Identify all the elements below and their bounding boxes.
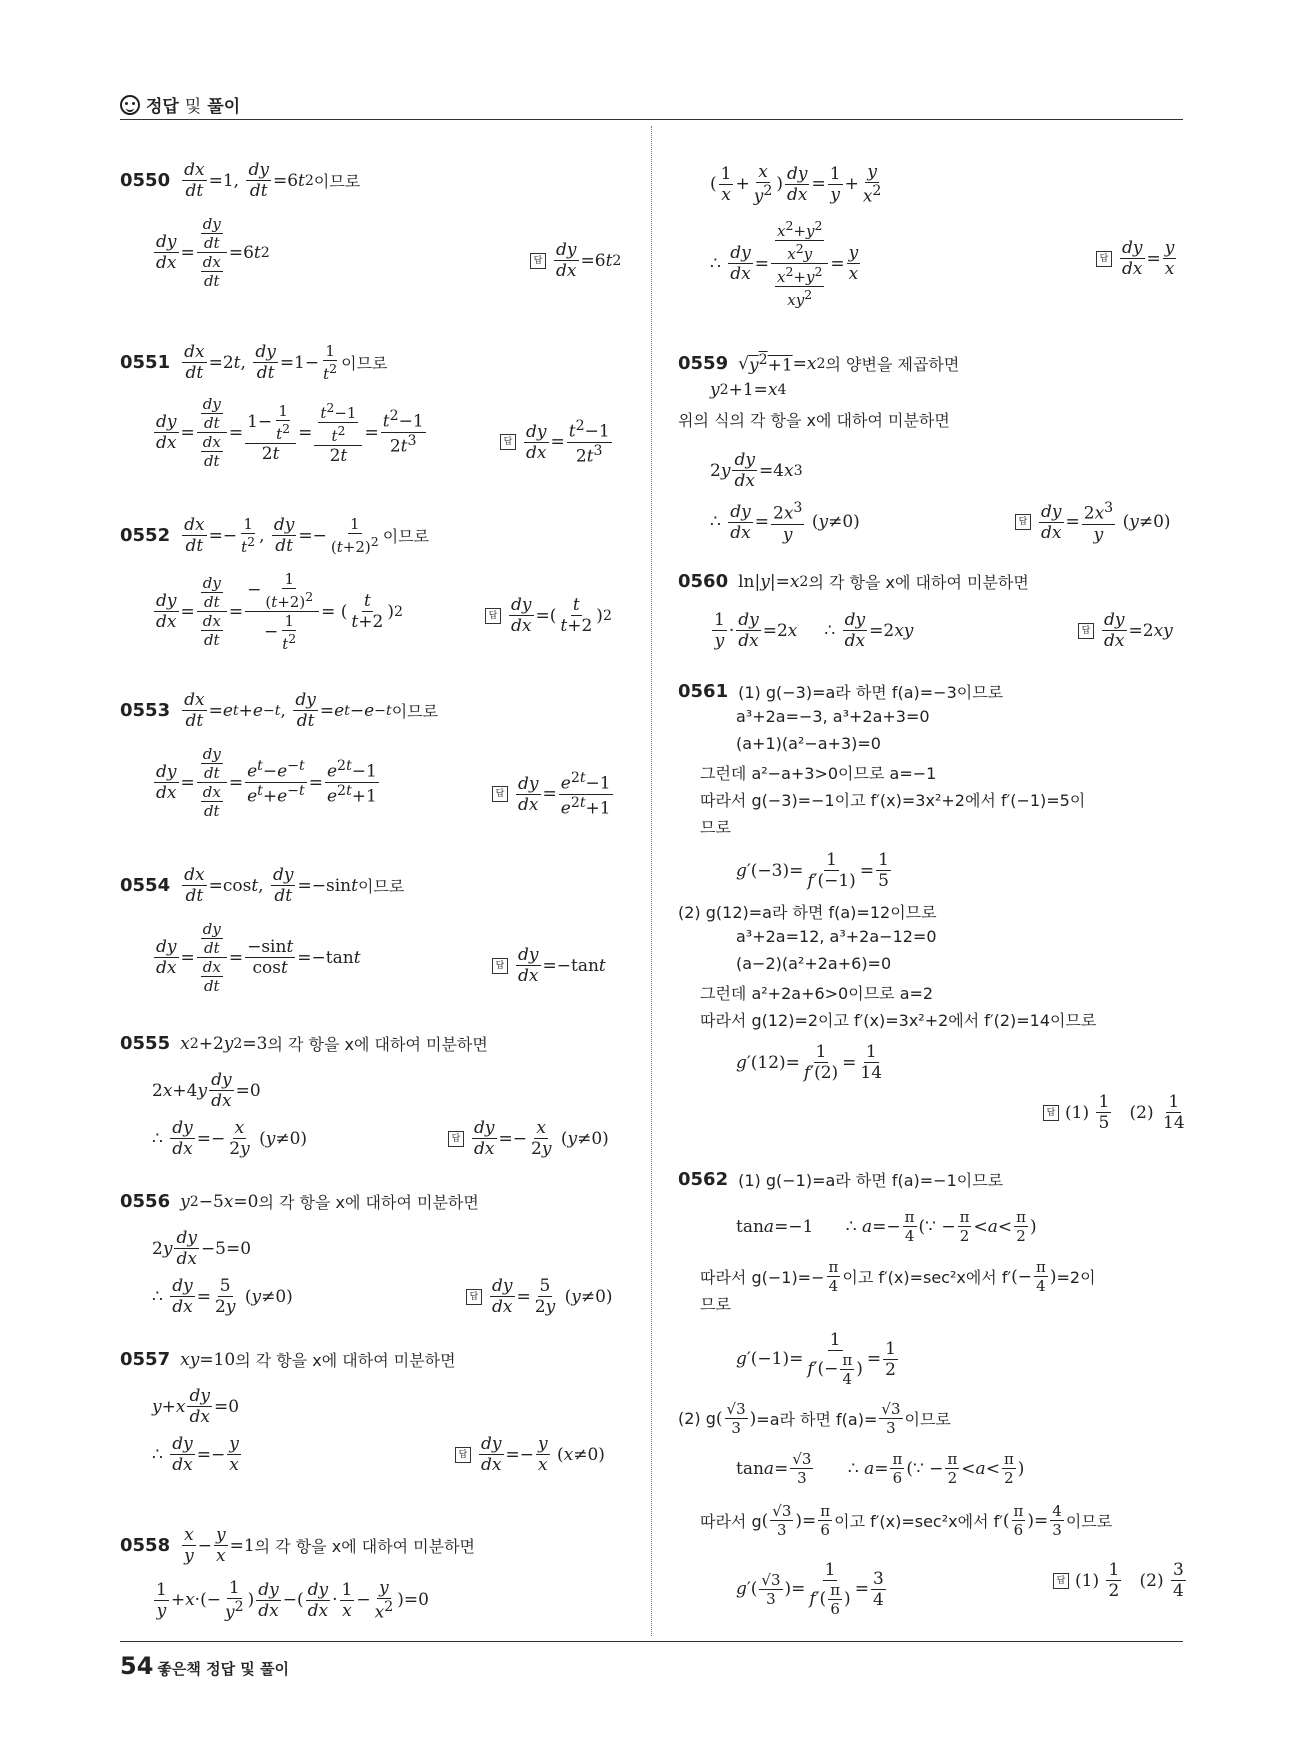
footer-label: 좋은책 정답 및 풀이 bbox=[157, 1660, 289, 1678]
problem-0562-line3: 따라서 g(−1)=− $\frac{\pi}{4}$ 이고 f′(x)=sec²x에서 f′ (− $\frac{\pi}{4}$ ) =2이 bbox=[700, 1258, 1096, 1295]
problem-0553-line1: 0553 dx dt = e t + e −t , dy dt = e t − e −t 이므로 bbox=[120, 690, 439, 731]
problem-0561-line11 bbox=[700, 981, 933, 1004]
problem-number: 0551 bbox=[120, 352, 171, 373]
problem-0561-line6 bbox=[700, 815, 731, 838]
problem-text: 의 각 항을 x에 대하여 미분하면 bbox=[254, 1537, 476, 1556]
header-title-1: 정답 bbox=[146, 97, 179, 117]
problem-number: 0557 bbox=[120, 1349, 171, 1370]
problem-0562-line2: tan a =−1 ∴ a =− π 4 (∵ − π 2 < a < π 2 ) bbox=[736, 1208, 1037, 1245]
problem-0550-line2: dy dx = $\frac{dy}{dt}$ $\frac{dx}{dt}$ =6 t 2 bbox=[156, 215, 270, 290]
problem-0556-line2: 2 y dy dx −5=0 bbox=[152, 1228, 252, 1269]
problem-text: (2) g bbox=[678, 1409, 716, 1428]
problem-text: 따라서 g(12)=2이고 f′(x)=3x²+2에서 f′(2)=14이므로 bbox=[700, 1011, 1097, 1030]
problem-text: 위의 식의 각 항을 x에 대하여 미분하면 bbox=[678, 411, 950, 430]
problem-0550-line1: 0550 dx dt =1, dy dt =6 t 2 이므로 bbox=[120, 160, 361, 201]
problem-0561-line2 bbox=[736, 707, 930, 726]
problem-text: 이므로 bbox=[313, 172, 361, 191]
page-header bbox=[120, 92, 240, 117]
problem-text: a³+2a=12, a³+2a−12=0 bbox=[736, 927, 937, 946]
problem-0559-line4: 2 y dy dx =4 x 3 bbox=[710, 450, 803, 491]
problem-text: 이므로 bbox=[357, 877, 405, 896]
problem-number: 0554 bbox=[120, 875, 171, 896]
problem-0562-line5: g ′(−1)= 1 f′(− $\frac{\pi}{4}$ ) = 1 2 bbox=[736, 1330, 896, 1388]
problem-0561-line13: g ′(12)= 1 f′(2) = 1 14 bbox=[736, 1042, 883, 1083]
problem-0554-line1: 0554 dx dt =cos t , dy dt =−sin t 이므로 bbox=[120, 865, 405, 906]
problem-0562-line4 bbox=[700, 1292, 731, 1315]
problem-text: 그런데 a²−a+3>0이므로 a=−1 bbox=[700, 764, 937, 783]
problem-0557-line1: 0557 xy =10 의 각 항을 x에 대하여 미분하면 bbox=[120, 1349, 456, 1370]
problem-0558-line1: 0558 x y − y x =1 의 각 항을 x에 대하여 미분하면 bbox=[120, 1525, 476, 1566]
answer-0559: 답 dy dx = $2x^3$ y ( y ≠0) bbox=[1015, 500, 1171, 545]
problem-0559-line3 bbox=[678, 408, 950, 431]
problem-number: 0553 bbox=[120, 700, 171, 721]
problem-0553-line2: dy dx = $\frac{dy}{dt}$ $\frac{dx}{dt}$ = $e^t-e^{-t}$ $e^t+e^{-t}$ = $e^{2t}-1$ $e^{2t}+1$ bbox=[156, 745, 377, 820]
problem-text: (a+1)(a²−a+3)=0 bbox=[736, 734, 881, 753]
problem-0561-line7: g ′(−3)= 1 f′(−1) = 1 5 bbox=[736, 850, 889, 891]
problem-text: =2이 bbox=[1056, 1268, 1096, 1287]
problem-0561-line9 bbox=[736, 927, 937, 946]
problem-0562-line6: (2) g ( $\frac{√3}{3}$ ) =a라 하면 f(a)= $\frac{√3}{3}$ 이므로 bbox=[678, 1400, 951, 1437]
answer-mark-icon: 답 bbox=[1015, 514, 1031, 530]
answer-0550: 답 dy dx =6 t 2 bbox=[530, 240, 621, 281]
answer-mark-icon: 답 bbox=[485, 608, 501, 624]
answer-mark-icon: 답 bbox=[530, 253, 546, 269]
problem-0561-line4 bbox=[700, 761, 936, 784]
answer-0553: 답 dy dx = $e^{2t}-1$ $e^{2t}+1$ bbox=[492, 770, 615, 818]
problem-text: 이므로 bbox=[1065, 1512, 1113, 1531]
problem-text: (a−2)(a²+2a+6)=0 bbox=[736, 954, 892, 973]
problem-text: 의 각 항을 x에 대하여 미분하면 bbox=[267, 1035, 488, 1054]
problem-0561-line12 bbox=[700, 1008, 1096, 1031]
problem-number: 0559 bbox=[678, 353, 729, 375]
problem-0561-line10 bbox=[736, 954, 891, 973]
problem-text: 의 각 항을 x에 대하여 미분하면 bbox=[235, 1351, 456, 1370]
answer-0561: 답 (1) 1 5 (2) 1 14 bbox=[1043, 1092, 1189, 1133]
problem-0561-line5 bbox=[700, 788, 1085, 811]
problem-number: 0562 bbox=[678, 1169, 729, 1190]
answer-mark-icon: 답 bbox=[1096, 251, 1112, 267]
problem-text: 따라서 g(−3)=−1이고 f′(x)=3x²+2에서 f′(−1)=5이 bbox=[700, 791, 1086, 810]
problem-number: 0552 bbox=[120, 525, 171, 546]
problem-0554-line2: dy dx = $\frac{dy}{dt}$ $\frac{dx}{dt}$ = −sint cost =−tan t bbox=[156, 920, 361, 995]
problem-text: (1) g(−3)=a라 하면 f(a)=−3이므로 bbox=[738, 683, 1004, 702]
column-divider bbox=[651, 126, 652, 1636]
answer-0562: 답 (1) 1 2 (2) 3 4 bbox=[1053, 1560, 1188, 1601]
answer-0552: 답 dy dx =( t t+2 ) 2 bbox=[485, 595, 612, 636]
problem-0558-line4: ∴ dy dx = $\frac{x^2+y^2}{x^2y}$ $\frac{x^2+y^2}{xy^2}$ = y x bbox=[710, 218, 859, 309]
problem-0556-line1: 0556 y 2 −5 x =0 의 각 항을 x에 대하여 미분하면 bbox=[120, 1191, 479, 1212]
answer-0557: 답 dy dx =− y x ( x ≠0) bbox=[455, 1434, 605, 1475]
problem-text: 이므로 bbox=[341, 354, 388, 373]
answer-mark-icon: 답 bbox=[448, 1131, 464, 1147]
problem-text: =a라 하면 f(a)= bbox=[756, 1410, 878, 1429]
problem-0558-line2: 1 y + x ·(− 1 $y^2$ ) dy dx −( dy dx · 1 x − y $x^2$ )=0 bbox=[156, 1578, 429, 1623]
problem-text: 따라서 g bbox=[700, 1512, 762, 1531]
problem-text: 므로 bbox=[700, 1295, 731, 1314]
answer-mark-icon: 답 bbox=[500, 434, 516, 450]
footer-rule bbox=[120, 1641, 1183, 1642]
header-title-sep: 및 bbox=[184, 97, 202, 117]
answer-mark-icon: 답 bbox=[492, 958, 508, 974]
answer-mark-icon: 답 bbox=[466, 1289, 482, 1305]
answer-mark-icon: 답 bbox=[1078, 623, 1094, 639]
answer-mark-icon: 답 bbox=[1053, 1573, 1069, 1589]
problem-0552-line1: 0552 dx dt =− 1 $t^2$ , dy dt =− 1 $(t+2)^2$ 이므로 bbox=[120, 515, 430, 556]
problem-0560-line2: 1 y · dy dx =2 x ∴ dy dx =2 xy bbox=[714, 610, 914, 651]
problem-text: 므로 bbox=[700, 818, 731, 837]
problem-text: 이므로 bbox=[382, 527, 430, 546]
problem-number: 0558 bbox=[120, 1535, 171, 1556]
problem-text: (2) g(12)=a라 하면 f(a)=12이므로 bbox=[678, 903, 937, 922]
problem-0561-line8 bbox=[678, 900, 937, 923]
problem-0562-line8: 따라서 g ( √3 3 )= π 6 이고 f′(x)=sec²x에서 f′ ( π 6 )= 4 3 이므로 bbox=[700, 1502, 1113, 1539]
page-footer bbox=[120, 1652, 289, 1680]
problem-0562-line1 bbox=[678, 1168, 1003, 1191]
answer-0551: 답 dy dx = $t^2-1$ $2t^3$ bbox=[500, 418, 614, 466]
problem-0551-line2: dy dx = $\frac{dy}{dt}$ $\frac{dx}{dt}$ = 1− $\frac{1}{t^2}$ 2t = $\frac{t^2-1}{t^2}$ 2t = $t^2-1$ $2t^3$ bbox=[156, 395, 424, 470]
problem-text: 이고 f′(x)=sec²x에서 f′ bbox=[842, 1268, 1012, 1287]
problem-text: 이고 f′(x)=sec²x에서 f′ bbox=[834, 1512, 1003, 1531]
problem-number: 0556 bbox=[120, 1191, 171, 1212]
problem-text: a³+2a=−3, a³+2a+3=0 bbox=[736, 707, 930, 726]
problem-0551-line1: 0551 dx dt =2 t , dy dt =1− 1 $t^2$ 이므로 bbox=[120, 342, 388, 383]
problem-0557-line3: ∴ dy dx =− y x bbox=[152, 1434, 239, 1475]
problem-text: 의 양변을 제곱하면 bbox=[825, 355, 960, 375]
answer-mark-icon: 답 bbox=[492, 786, 508, 802]
problem-0557-line2: y + x dy dx =0 bbox=[152, 1386, 240, 1427]
header-title-2: 풀이 bbox=[207, 97, 241, 117]
problem-0561-line3 bbox=[736, 734, 881, 753]
problem-number: 0550 bbox=[120, 170, 171, 191]
answer-mark-icon: 답 bbox=[455, 1447, 471, 1463]
problem-0559-line5: ∴ dy dx = $2x^3$ y ( y ≠0) bbox=[710, 500, 860, 545]
problem-0559-line1: 0559 √ $y^2+1$ = x 2 의 양변을 제곱하면 bbox=[678, 352, 960, 376]
problem-0561-line1 bbox=[678, 680, 1003, 703]
page-number: 54 bbox=[120, 1652, 154, 1680]
problem-0562-line7: tan a = √3 3 ∴ a = π 6 (∵ − π 2 < a < π 2 ) bbox=[736, 1450, 1025, 1487]
problem-number: 0560 bbox=[678, 571, 729, 592]
problem-0562-line9: g ′( √3 3 )= 1 f′( $\frac{\pi}{6}$ ) = 3 4 bbox=[736, 1560, 884, 1618]
problem-0560-line1: 0560 ln| y |= x 2 의 각 항을 x에 대하여 미분하면 bbox=[678, 571, 1029, 592]
problem-0555-line2: 2 x +4 y dy dx =0 bbox=[152, 1070, 261, 1111]
problem-0558-line3: ( 1 x + x $y^2$ ) dy dx = 1 y + y $x^2$ bbox=[710, 162, 882, 207]
problem-0552-line2: dy dx = $\frac{dy}{dt}$ $\frac{dx}{dt}$ = − $\frac{1}{(t+2)^2}$ − $\frac{1}{t^2}$ = ( t t+2 ) 2 bbox=[156, 570, 403, 653]
header-rule bbox=[120, 119, 1183, 120]
answer-0555: 답 dy dx =− x 2y ( y ≠0) bbox=[448, 1118, 609, 1159]
smiley-icon bbox=[120, 95, 140, 115]
answer-0558: 답 dy dx = y x bbox=[1096, 238, 1178, 279]
answer-mark-icon: 답 bbox=[1043, 1105, 1059, 1121]
problem-text: (1) g(−1)=a라 하면 f(a)=−1이므로 bbox=[738, 1171, 1004, 1190]
problem-text: 그런데 a²+2a+6>0이므로 a=2 bbox=[700, 984, 934, 1003]
answer-0556: 답 dy dx = 5 2y ( y ≠0) bbox=[466, 1276, 613, 1317]
problem-0559-line2: y 2 +1= x 4 bbox=[710, 380, 787, 400]
answer-0560: 답 dy dx =2 xy bbox=[1078, 610, 1173, 651]
problem-text: 이므로 bbox=[904, 1410, 951, 1429]
problem-text: 의 각 항을 x에 대하여 미분하면 bbox=[808, 573, 1029, 592]
problem-0556-line3: ∴ dy dx = 5 2y ( y ≠0) bbox=[152, 1276, 293, 1317]
problem-number: 0555 bbox=[120, 1033, 171, 1054]
problem-text: 따라서 g(−1)=− bbox=[700, 1268, 825, 1287]
problem-0555-line1: 0555 x 2 +2 y 2 =3 의 각 항을 x에 대하여 미분하면 bbox=[120, 1033, 488, 1054]
problem-text: 이므로 bbox=[391, 702, 439, 721]
problem-0555-line3: ∴ dy dx =− x 2y ( y ≠0) bbox=[152, 1118, 308, 1159]
problem-text: 의 각 항을 x에 대하여 미분하면 bbox=[258, 1193, 479, 1212]
problem-number: 0561 bbox=[678, 681, 729, 702]
answer-0554: 답 dy dx =−tan t bbox=[492, 945, 606, 986]
